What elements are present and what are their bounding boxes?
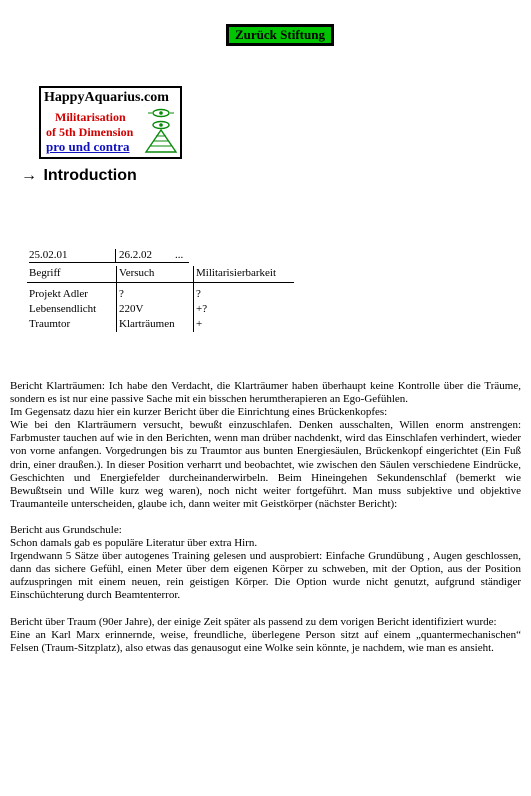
logo-pro-contra-link[interactable]: pro und contra xyxy=(46,139,130,154)
arrow-right-icon: → xyxy=(21,167,37,184)
logo-line-2: of 5th Dimension xyxy=(46,125,134,139)
cell-versuch: 220V xyxy=(117,302,194,317)
eye-pyramid-icon xyxy=(144,108,178,154)
paragraph-grundschule-title: Bericht aus Grundschule: xyxy=(10,523,122,536)
paragraph-klartraeumen: Bericht Klarträumen: Ich habe den Verdacht, die Klarträumer haben überhaupt keine Kontrolle über die Träume, sondern es ist nur eine passive Sache mit ein bisschen herumtherapieren an Ego-Gefühlen. xyxy=(10,380,521,406)
cell-versuch: Klarträumen xyxy=(117,317,194,332)
table-row xyxy=(27,302,294,317)
table-row xyxy=(27,287,294,302)
date-ellipsis: ... xyxy=(175,249,184,261)
paragraph-karl-marx: Eine an Karl Marx erinnernde, weise, freundliche, überlegene Person sitzt auf einem „quantermechanischen“ Felsen (Traum-Sitzplatz), also etwas das genausogut eine Wolke sein könnte, je nachdem, wie man es ansieht. xyxy=(10,628,521,654)
logo-site-name: HappyAquarius.com xyxy=(44,90,169,105)
back-stiftung-button[interactable] xyxy=(226,24,334,46)
header-militarisierbarkeit: Militarisierbarkeit xyxy=(194,266,295,283)
cell-begriff: Traumtor xyxy=(29,318,71,330)
paragraph-brueckenkopf-intro: Im Gegensatz dazu hier ein kurzer Bericht über die Einrichtung eines Brückenkopfes: xyxy=(10,406,388,419)
paragraph-autogenes-training: Irgendwann 5 Sätze über autogenes Training gelesen und ausprobiert: Einfache Grundübung , Augen geschlossen, dann das sichere Gefühl, einen Meter über dem eigenen Körper zu schweben, mit der Option, aus der Position aufzuspringen mit einem neuen, rein geistigen Körper. Die Option wurde nicht genutzt, aufgrund ständiger Einschüchterung durch Beamtenterror. xyxy=(10,550,521,602)
cell-versuch: ? xyxy=(117,287,194,302)
site-logo[interactable] xyxy=(39,86,182,159)
table-row xyxy=(27,317,294,332)
cell-begriff: Lebensendlicht xyxy=(29,303,97,315)
date-second: 26.2.02 xyxy=(115,249,189,263)
militarization-table xyxy=(27,266,294,332)
paragraph-grundschule-literatur: Schon damals gab es populäre Literatur über extra Hirn. xyxy=(10,537,258,550)
paragraph-traum-intro: Bericht über Traum (90er Jahre), der einige Zeit später als passend zu dem vorigen Bericht identifiziert wurde: xyxy=(10,615,497,628)
logo-line-1: Militarisation xyxy=(55,110,126,124)
introduction-label: Introduction xyxy=(43,167,137,184)
header-versuch: Versuch xyxy=(117,266,194,283)
report-text xyxy=(10,380,521,655)
cell-militarisierbarkeit: + xyxy=(194,317,295,332)
paragraph-brueckenkopf: Wie bei den Klarträumern versucht, bewußt einzuschlafen. Denken ausschalten, Willen enorm anstrengen: Farbmuster tauchen auf wie in den Berichten, wenn man drüber nachdenkt, wird das Einschlafen verhindert, wieder von vorne anfangen. Vorgedrungen bis zu Traumtor aus bunten Energiesäulen, Brückenkopf eingerichtet (Ein Fuß drin, einer draußen.). In dieser Position verharrt und beobachtet, wie zwischen den Säulen verschiedene Eindrücke, Geschichten und Energiefelder durcheinanderwirbeln. Beim Hineingehen Sekundenschlaf (bemerkt wie Bewußtsein und Wille kurz weg waren), noch nicht weiter fortgeführt. Man muss subjektive und objektive Traumanteile unterscheiden, glaube ich, dann weiter mit Geistkörper (nächster Bericht): xyxy=(10,419,521,510)
date-first: 25.02.01 xyxy=(29,249,115,263)
header-begriff: Begriff xyxy=(27,266,117,283)
cell-militarisierbarkeit: ? xyxy=(194,287,295,302)
table-header-row xyxy=(27,266,294,283)
cell-militarisierbarkeit: +? xyxy=(194,302,295,317)
introduction-link[interactable] xyxy=(21,167,137,185)
back-stiftung-label: Zurück Stiftung xyxy=(229,27,331,43)
cell-begriff: Projekt Adler xyxy=(29,288,88,300)
